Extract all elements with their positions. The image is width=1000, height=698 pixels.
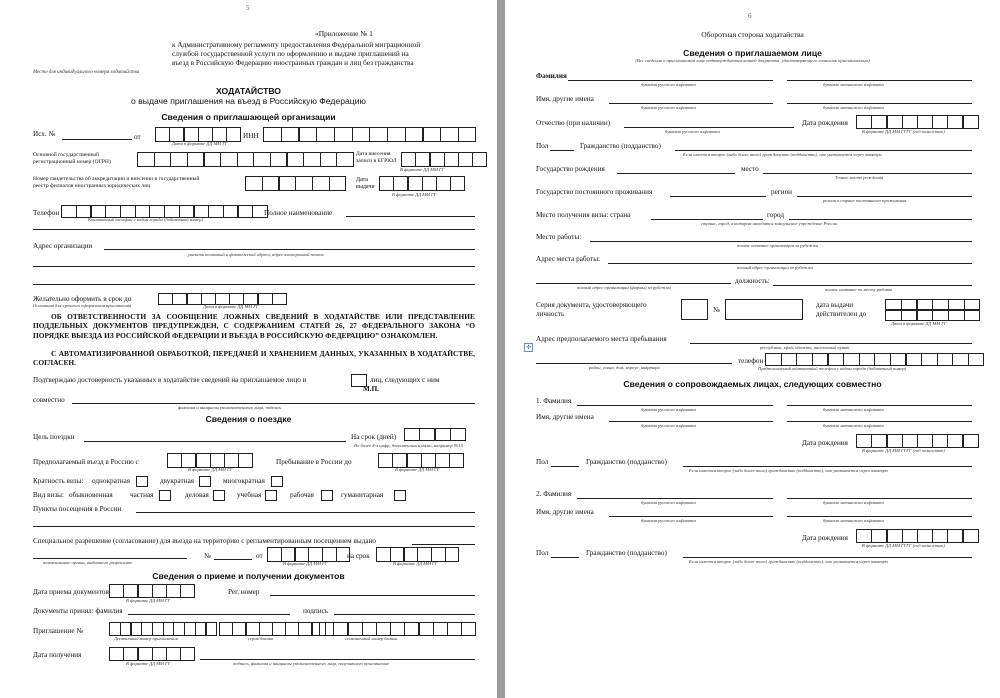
residence-state-label: Государство постоянного проживания: [536, 188, 653, 196]
permit-number-field[interactable]: [214, 559, 252, 560]
outgoing-number-label: Исх. №: [33, 130, 56, 138]
appendix-line-1: к Административному регламенту предоставления Федеральной миграционной: [172, 40, 421, 49]
blank-number-hint: семизначный номер бланка: [345, 636, 398, 641]
expected-entry-label: Предполагаемый въезд в Россию с: [33, 458, 139, 466]
org-address-field[interactable]: [104, 249, 475, 250]
ogrn-label-2: регистрационный номер (ОГРН): [33, 159, 111, 165]
stay-street-hint: район, улица, дом, корпус, квартира: [589, 365, 660, 370]
issue-date-boxes[interactable]: [380, 176, 465, 189]
full-name-field-line-2[interactable]: [33, 229, 475, 230]
jointly-label: совместно: [33, 396, 65, 404]
lat-hint: буквами латинского алфавита: [823, 423, 884, 428]
companion-1-citizenship-field[interactable]: [683, 466, 972, 467]
signer-hint: фамилия и инициалы уполномоченного лица, подпись: [178, 405, 282, 410]
date-format-hint: Дата в формате ДД ММ ГГ: [203, 304, 259, 309]
reverse-side-title: Оборотная сторона ходатайства: [701, 30, 804, 39]
cyr-hint: буквами русского алфавита: [641, 518, 696, 523]
stay-phone-hint: Предполагаемый контактный телефон с кодом города (добавочный номер): [758, 366, 907, 371]
companion-1-given-names-lat-field[interactable]: [787, 421, 972, 422]
citizenship-hint: Если имеется второе (либо более того) гражданство (подданство), оно указывается через запятую: [689, 559, 888, 564]
valid-until-boxes[interactable]: [886, 309, 980, 319]
org-address-field-line-3[interactable]: [33, 284, 475, 285]
section-inviting-org: Сведения о приглашающей организации: [161, 112, 336, 122]
appendix-line-2: службой государственной услуги по оформлению и выдаче приглашений на: [172, 49, 409, 58]
date-format-hint: В формате ДД ММ ГГ: [126, 598, 171, 603]
visa-business-checkbox[interactable]: [213, 490, 225, 501]
lat-hint: буквами латинского алфавита: [823, 407, 884, 412]
stay-phone-boxes[interactable]: [766, 353, 984, 364]
outgoing-date-boxes[interactable]: [156, 127, 241, 140]
section-invitee: Сведения о приглашаемом лице: [683, 48, 822, 58]
birth-state-label: Государство рождения: [536, 165, 605, 173]
work-address-field[interactable]: [608, 263, 972, 264]
date-format-hint: В формате ДД ММ ГГ: [395, 467, 440, 472]
visa-study-checkbox[interactable]: [265, 490, 277, 501]
phone-label: Телефон: [33, 209, 60, 217]
citizenship-label: Гражданство (подданство): [580, 142, 661, 150]
invitation-number-label: Приглашение №: [33, 627, 84, 635]
permit-term-boxes[interactable]: [377, 547, 459, 560]
date-format-hint: В формате ДД ММ ГГ: [188, 467, 233, 472]
double-entry-label: двукратная: [160, 477, 194, 485]
companion-2-sex-label: Пол: [536, 549, 549, 557]
org-address-field-line-2[interactable]: [33, 266, 475, 267]
inn-label: ИНН: [243, 132, 259, 140]
receiver-field[interactable]: [200, 659, 475, 660]
surname-label: Фамилия: [536, 72, 567, 80]
birth-date-boxes[interactable]: [857, 115, 979, 127]
invitation-number-boxes[interactable]: [110, 622, 217, 634]
signature-field[interactable]: [334, 614, 475, 615]
valid-until-label: действителен до: [816, 310, 867, 318]
date-from-label: от: [134, 133, 141, 141]
companion-2-citizenship-field[interactable]: [683, 557, 972, 558]
date-format-hint: В формате ДД ММ ГГ: [126, 661, 171, 666]
permit-number-label: №: [204, 552, 211, 560]
work-place-field[interactable]: [590, 241, 972, 242]
companion-1-citizenship-label: Гражданство (подданство): [586, 458, 667, 466]
patronymic-field[interactable]: [624, 127, 794, 128]
stay-address-field[interactable]: [690, 343, 972, 344]
cyr-hint: буквами русского алфавита: [665, 129, 720, 134]
issue-date-label-2: выдачи: [356, 184, 375, 190]
surname-lat-field[interactable]: [787, 80, 972, 81]
birth-place-label: место: [741, 165, 759, 173]
issue-date-boxes[interactable]: [886, 299, 980, 309]
cyr-hint: буквами русского алфавита: [641, 82, 696, 87]
stay-phone-label: телефон: [738, 357, 764, 365]
visa-study-label: учебная: [237, 491, 262, 499]
visa-city-field[interactable]: [789, 219, 972, 220]
visa-work-label: рабочая: [290, 491, 314, 499]
date-format-hint: В формате ДД ММ ГГ: [393, 561, 438, 566]
date-format-hint: В формате ДД ММ ГГГГ (год полностью): [862, 543, 945, 548]
lat-hint: буквами латинского алфавита: [823, 105, 884, 110]
stay-address-label: Адрес предполагаемого места пребывания: [536, 335, 667, 343]
id-doc-number-label: №: [713, 306, 720, 314]
given-names-lat-field[interactable]: [787, 103, 972, 104]
cyr-hint: буквами русского алфавита: [641, 105, 696, 110]
ogrn-label: Основной государственный: [33, 152, 99, 158]
blank-number-boxes[interactable]: [320, 622, 476, 634]
surname-cyr-field[interactable]: [568, 80, 773, 81]
work-address-field-line-2[interactable]: [536, 283, 731, 284]
full-name-label: Полное наименование: [264, 209, 333, 217]
given-names-cyr-field[interactable]: [609, 103, 773, 104]
accreditation-label-2: реестр филиалов иностранных юридических лиц: [33, 183, 151, 189]
work-place-label: Место работы:: [536, 233, 582, 241]
received-hint: подпись, фамилия и инициалы уполномоченного лица, получившего приглашение: [233, 661, 390, 666]
trip-purpose-label: Цель поездки: [33, 433, 75, 441]
cyr-hint: буквами русского алфавита: [641, 423, 696, 428]
liability-warning: ОБ ОТВЕТСТВЕННОСТИ ЗА СООБЩЕНИЕ ЛОЖНЫХ СВЕДЕНИЙ В ХОДАТАЙСТВЕ ИЛИ ПРЕДСТАВЛЕНИЕ ПОДДЕЛЬНЫХ ДОКУМЕНТОВ ПРЕДУПРЕЖДЕН, С СОДЕРЖАНИЕМ СТАТЕЙ 26, 27 ФЕДЕРАЛЬНОГО ЗАКОНА “О ПОРЯДКЕ ВЫЕЗДА ИЗ РОССИЙСКОЙ ФЕДЕРАЦИИ И ВЪЕЗДА В РОССИЙСКУЮ ФЕДЕРАЦИЮ” ОЗНАКОМЛЕН.: [33, 312, 475, 340]
citizenship-field[interactable]: [675, 150, 972, 151]
page-number: 6: [748, 12, 752, 20]
section-companions: Сведения о сопровождаемых лицах, следующих совместно: [623, 379, 882, 389]
docs-date-boxes[interactable]: [110, 584, 195, 596]
companion-1-given-names-cyr-field[interactable]: [609, 421, 773, 422]
citizenship-hint: Если имеется второе (либо более того) гражданство (подданство), оно указывается через запятую: [689, 468, 888, 473]
page-number: 5: [246, 4, 250, 12]
companion-1-birth-date-boxes[interactable]: [857, 434, 979, 446]
date-format-hint: Дата в формате ДД ММ ГГ: [891, 321, 947, 326]
issue-date-label: дата выдачи: [816, 301, 854, 309]
invitee-hint: (Все сведения о приглашаемом лице подтверждаются копией документа, удостоверяющего личность приглашаемого): [635, 58, 870, 63]
birth-date-label: Дата рождения: [802, 119, 848, 127]
visa-work-checkbox[interactable]: [321, 490, 333, 501]
cyr-hint: буквами русского алфавита: [641, 500, 696, 505]
work-address-label: Адрес места работы:: [536, 255, 601, 263]
expected-entry-boxes[interactable]: [168, 453, 253, 466]
visa-place-label: Место получения визы: страна: [536, 211, 631, 219]
companion-2-sex-field[interactable]: [551, 557, 579, 558]
id-doc-label-2: личность: [536, 310, 565, 318]
special-permit-field[interactable]: [412, 544, 475, 545]
position-hint: полное название по месту работы: [825, 287, 893, 292]
residence-state-field[interactable]: [670, 196, 766, 197]
companion-2-surname-label: 2. Фамилия: [536, 490, 572, 498]
date-format-hint: В формате ДД ММ ГГГГ (год полностью): [862, 129, 945, 134]
egrul-date-boxes[interactable]: [402, 152, 487, 165]
visa-ordinary-label: обыкновенная: [69, 491, 113, 499]
egrul-date-label-2: записи в ЕГРЮЛ: [356, 158, 397, 164]
full-name-field[interactable]: [346, 216, 475, 217]
sex-field[interactable]: [550, 150, 574, 151]
accreditation-boxes[interactable]: [246, 176, 346, 189]
urgent-hint: Основания для срочного оформления приглашения: [33, 303, 132, 308]
given-names-label: Имя, другие имена: [536, 95, 594, 103]
stay-address-field-line-2[interactable]: [536, 363, 732, 364]
patronymic-label: Отчество (при наличии): [536, 119, 611, 127]
id-doc-series-box[interactable]: [681, 299, 708, 320]
visa-multiplicity-label: Кратность визы:: [33, 477, 84, 485]
signer-field[interactable]: [72, 403, 475, 404]
id-doc-label: Серия документа, удостоверяющего: [536, 301, 647, 309]
appendix-title: «Приложение № 1: [315, 29, 373, 38]
visit-points-label: Пункты посещения в России: [33, 505, 122, 513]
visit-points-field[interactable]: [136, 512, 475, 513]
companion-1-surname-cyr-field[interactable]: [577, 405, 773, 406]
visa-type-label: Вид визы:: [33, 491, 64, 499]
work-address-hint-2: полный адрес организации (фирмы) за рубежом: [577, 285, 671, 290]
position-field[interactable]: [773, 285, 972, 286]
lat-hint: буквами латинского алфавита: [823, 82, 884, 87]
work-address-hint: полный адрес организации за рубежом: [737, 265, 813, 270]
appendix-line-3: въезд в Российскую Федерацию иностранных граждан и лиц без гражданства: [172, 58, 414, 67]
stay-region-hint: республика, край, область, населенный пункт: [760, 345, 850, 350]
city-label: город: [767, 211, 784, 219]
visa-country-field[interactable]: [651, 219, 763, 220]
visa-place-hint: страна, город, в котором находится консульское учреждение России: [701, 221, 838, 226]
date-format-hint: Дата в формате ДД ММ ГГ: [172, 141, 228, 146]
egrul-date-label: Дата внесения: [356, 151, 391, 157]
single-entry-checkbox[interactable]: [136, 476, 148, 487]
invitation-number-hint: Десятичный номер приглашения: [114, 636, 178, 641]
companion-1-sex-field[interactable]: [551, 466, 579, 467]
visa-humanitarian-checkbox[interactable]: [394, 490, 406, 501]
address-hint: указать почтовый и фактический адреса, адрес электронной почты: [188, 252, 324, 257]
double-entry-checkbox[interactable]: [199, 476, 211, 487]
residence-hint: регион в стране постоянного проживания: [823, 198, 907, 203]
received-date-label: Дата получения: [33, 651, 82, 659]
companion-1-surname-label: 1. Фамилия: [536, 397, 572, 405]
trip-purpose-field[interactable]: [84, 441, 346, 442]
date-format-hint: В формате ДД ММ ГГГГ (год полностью): [862, 448, 945, 453]
urgent-date-boxes[interactable]: [159, 293, 287, 303]
multiple-entry-checkbox[interactable]: [271, 476, 283, 487]
id-doc-number-box[interactable]: [725, 299, 803, 320]
table-move-handle-icon[interactable]: ✣: [525, 344, 532, 351]
form-page-reverse: [505, 0, 1000, 698]
cyr-hint: буквами русского алфавита: [641, 407, 696, 412]
date-format-hint: В формате ДД ММ ГГ: [400, 167, 445, 172]
single-entry-label: однократная: [92, 477, 131, 485]
application-number-place: Место для индивидуального номера ходатайства: [33, 70, 140, 75]
exact-place-hint: Точное место рождения: [835, 175, 884, 180]
data-processing-consent: С АВТОМАТИЗИРОВАННОЙ ОБРАБОТКОЙ, ПЕРЕДАЧЕЙ И ХРАНЕНИЕМ ДАННЫХ, УКАЗАННЫХ В ХОДАТАЙСТВЕ, СОГЛАСЕН.: [33, 349, 475, 368]
special-permit-label: Специальное разрешение (согласование) для въезда на территорию с регламентированным посещением выдано: [33, 537, 377, 545]
outgoing-number-field[interactable]: [62, 139, 132, 140]
blank-series-hint: серия бланка: [248, 636, 274, 641]
ogrn-boxes[interactable]: [138, 152, 354, 165]
companion-2-given-names-lat-field[interactable]: [787, 516, 972, 517]
phone-boxes[interactable]: [62, 205, 268, 216]
companion-1-birth-date-label: Дата рождения: [802, 439, 848, 447]
urgent-label: Желательно оформить в срок до: [33, 295, 132, 303]
companion-2-surname-lat-field[interactable]: [787, 498, 972, 499]
lat-hint: буквами латинского алфавита: [823, 500, 884, 505]
duration-hint: Не более 4-х цифр, дополненных нулями, например 0015: [354, 443, 463, 448]
permit-date-boxes[interactable]: [268, 547, 350, 560]
phone-hint: Контактный телефон с кодом города (добавочный номер): [88, 217, 203, 222]
companion-2-birth-date-label: Дата рождения: [802, 534, 848, 542]
birth-state-field[interactable]: [617, 173, 735, 174]
permit-date-label: от: [256, 552, 263, 560]
docs-accepted-label: Документы принял: фамилия: [33, 607, 123, 615]
region-field[interactable]: [797, 196, 972, 197]
stay-until-label: Пребывание в России до: [276, 458, 352, 466]
companion-2-citizenship-label: Гражданство (подданство): [586, 549, 667, 557]
org-address-label: Адрес организации: [33, 242, 93, 250]
section-trip: Сведения о поездке: [205, 414, 292, 424]
region-label: регион: [771, 188, 793, 196]
work-hint: полное название организации за рубежом: [737, 243, 818, 248]
companion-2-given-names-cyr-field[interactable]: [609, 516, 773, 517]
lat-hint: буквами латинского алфавита: [823, 518, 884, 523]
multiple-entry-label: многократная: [223, 477, 265, 485]
docs-accepted-field[interactable]: [128, 614, 290, 615]
companion-1-given-names-label: Имя, другие имена: [536, 413, 594, 421]
stay-until-boxes[interactable]: [379, 453, 464, 466]
form-page-front: [0, 0, 497, 698]
inn-boxes[interactable]: [264, 127, 476, 140]
form-subtitle: о выдаче приглашения на въезд в Российскую Федерацию: [131, 96, 366, 106]
permit-term-label: на срок: [347, 552, 370, 560]
companion-2-given-names-label: Имя, другие имена: [536, 508, 594, 516]
duration-label: На срок (дней): [351, 433, 397, 441]
blank-series-boxes[interactable]: [220, 622, 326, 634]
confirm-label: Подтверждаю достоверность указанных в ходатайстве сведений на приглашаемое лицо и: [33, 376, 307, 384]
received-date-boxes[interactable]: [110, 647, 195, 659]
accreditation-label: Номер свидетельства об аккредитации и внесении в государственный: [33, 176, 200, 182]
companion-2-birth-date-boxes[interactable]: [857, 529, 979, 541]
position-label: должность:: [735, 277, 770, 285]
companion-1-surname-lat-field[interactable]: [787, 405, 972, 406]
issuer-hint: наименование органа, выдавшего разрешение: [43, 560, 133, 565]
companion-1-sex-label: Пол: [536, 458, 549, 466]
stamp-place-label: М.П.: [363, 385, 379, 393]
visa-private-checkbox[interactable]: [159, 490, 171, 501]
reg-number-label: Рег. номер: [228, 588, 260, 596]
visa-business-label: деловая: [185, 491, 209, 499]
visa-humanitarian-label: гуманитарная: [341, 491, 384, 499]
citizenship-hint: Если имеется второе (либо более того) гражданство (подданство), оно указывается через запятую: [683, 152, 882, 157]
visa-private-label: частная: [130, 491, 154, 499]
duration-boxes[interactable]: [405, 428, 466, 439]
section-documents: Сведения о приеме и получении документов: [152, 571, 345, 581]
signature-label: подпись: [303, 607, 329, 615]
permit-issuer-field[interactable]: [33, 558, 187, 559]
reg-number-field[interactable]: [270, 595, 475, 596]
date-format-hint: В формате ДД ММ ГГ: [283, 561, 328, 566]
issue-date-label: Дата: [356, 177, 368, 183]
birth-place-field[interactable]: [763, 173, 972, 174]
docs-date-label: Дата приема документов: [33, 588, 109, 596]
sex-label: Пол: [536, 142, 549, 150]
companion-2-surname-cyr-field[interactable]: [577, 498, 773, 499]
date-format-hint: В формате ДД ММ ГГ: [392, 192, 437, 197]
visit-points-field-line-2[interactable]: [33, 526, 475, 527]
confirm-label-2: лиц, следующих с ним: [370, 376, 440, 384]
form-title: ХОДАТАЙСТВО: [216, 86, 281, 96]
